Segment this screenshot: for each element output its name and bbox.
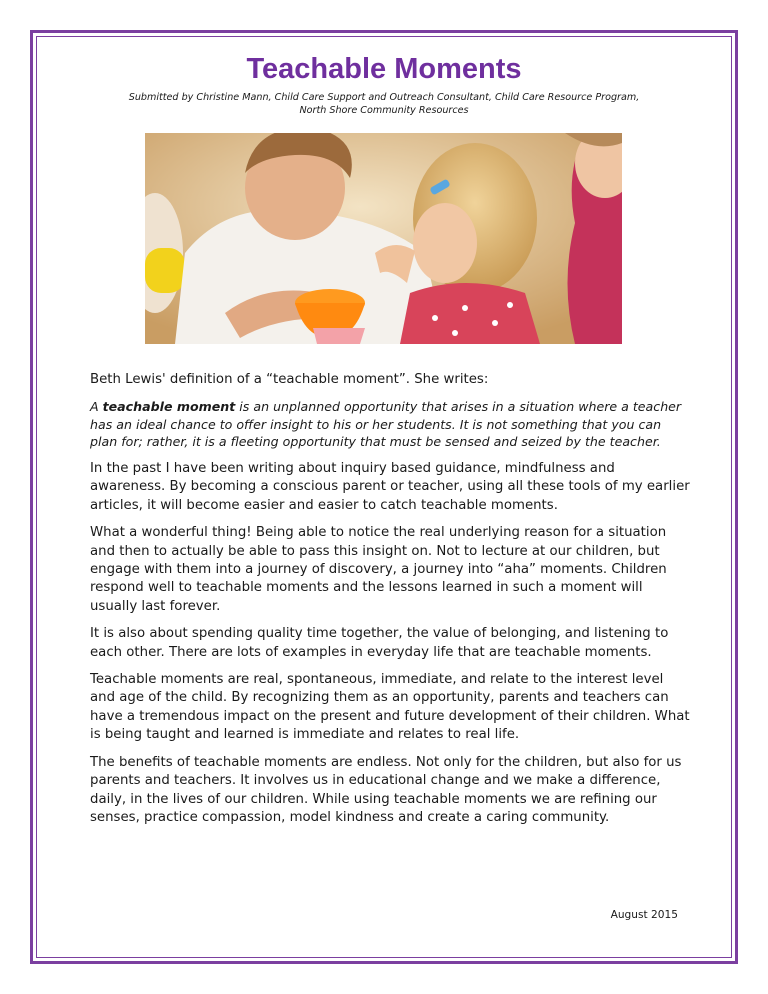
byline-line-2: North Shore Community Resources — [299, 105, 469, 116]
paragraph-1: In the past I have been writing about inquiry based guidance, mindfulness and awareness. By becoming a conscious parent or teacher, using all these tools of my earlier articles, it will become easier and easier to catch teachable moments. — [90, 461, 690, 513]
quote-term: teachable moment — [102, 399, 236, 415]
page-title: Teachable Moments — [246, 53, 522, 85]
paragraph-4: Teachable moments are real, spontaneous, immediate, and relate to the interest level and age of the child. By recognizing them as an opportunity, parents and teachers can have a tremendous impact on the present and future development of their children. What is being taught and learned is immediate and relates to real life. — [90, 672, 690, 743]
paragraph-5: The benefits of teachable moments are endless. Not only for the children, but also for us parents and teachers. It involves us in educational change and we make a difference, daily, in the lives of our children. While using teachable moments we are refining our senses, practice compassion, model kindness and create a caring community. — [90, 754, 682, 825]
paragraph-2: What a wonderful thing! Being able to notice the real underlying reason for a situation and then to actually be able to pass this insight on. Not to lecture at our children, but engage with them into a journey of discovery, a journey into “aha” moments. Children respond well to teachable moments and the lessons learned in such a moment will usually last forever. — [90, 525, 667, 614]
quote-lead: A — [90, 399, 103, 415]
article-body — [90, 371, 690, 836]
paragraph-3: It is also about spending quality time together, the value of belonging, and listening to each other. There are lots of examples in everyday life that are teachable moments. — [90, 626, 669, 660]
publication-date: August 2015 — [610, 909, 678, 921]
quote-rest: is an unplanned opportunity that arises in a situation where a teacher has an ideal chance to offer insight to his or her students. It is not something that you can plan for; rather, it is a fleeting opportunity that must be sensed and seized by the teacher. — [90, 399, 682, 449]
byline — [100, 91, 668, 117]
intro-text: Beth Lewis' definition of a “teachable moment”. She writes: — [90, 372, 489, 387]
teacher-child-photo — [145, 133, 622, 344]
byline-line-1: Submitted by Christine Mann, Child Care Support and Outreach Consultant, Child Care Resource Program, — [128, 92, 640, 103]
definition-quote — [90, 398, 690, 450]
